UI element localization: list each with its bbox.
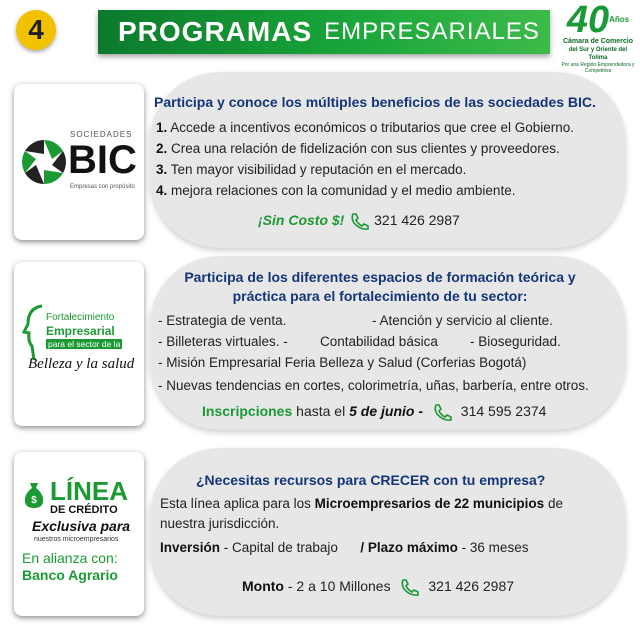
credito-logo-l3: Exclusiva para [32, 518, 131, 534]
bic-item-2: 2. Crea una relación de fidelización con sus clientes y proveedores. [156, 141, 560, 156]
bic-item-1: 1. Accede a incentivos económicos o tributarios que cree el Gobierno. [156, 120, 574, 135]
belleza-heading-line2: práctica para el fortalecimiento de tu sector: [232, 288, 528, 304]
belleza-row1a: - Estrategia de venta. [158, 313, 287, 328]
bic-item-4: 4. mejora relaciones con la comunidad y el medio ambiente. [156, 183, 516, 198]
bic-logo-card [14, 84, 144, 240]
belleza-row2b: Contabilidad básica [320, 334, 438, 349]
section-number-badge: 4 [16, 10, 56, 50]
belleza-logo-card [14, 262, 144, 426]
bic-heading: Participa y conoce los múltiples beneficios de las sociedades BIC. [154, 94, 596, 110]
belleza-phone: 314 595 2374 [460, 403, 547, 419]
svg-text:$: $ [31, 495, 37, 506]
logo-line1: Cámara de Comercio [562, 38, 634, 45]
credito-logo-l6: Banco Agrario [22, 567, 118, 583]
credito-phone: 321 426 2987 [428, 578, 515, 594]
monto-label: Monto [242, 578, 284, 594]
credito-logo-l5: En alianza con: [22, 550, 118, 566]
insc-mid: hasta el [292, 403, 350, 419]
credito-logo-card [14, 452, 144, 616]
phone-icon [427, 402, 457, 422]
money-bag-icon [22, 480, 46, 510]
title-light: EMPRESARIALES [324, 18, 540, 45]
phone-icon [348, 211, 370, 231]
belleza-row1b: - Atención y servicio al cliente. [372, 313, 553, 328]
insc-dash: - [414, 403, 423, 419]
credito-line1: Esta línea aplica para los Microempresarios de 22 municipios de [160, 496, 563, 511]
belleza-row4: - Nuevas tendencias en cortes, colorimetría, uñas, barbería, entre otros. [158, 378, 589, 393]
phone-icon [394, 577, 424, 597]
credito-heading: ¿Necesitas recursos para CRECER con tu empresa? [196, 472, 546, 488]
bic-phone: 321 426 2987 [374, 212, 460, 228]
bic-logo-top: SOCIEDADES [70, 130, 133, 139]
bic-logo-sub: Empresas con propósito [70, 184, 135, 190]
belleza-logo-l3: para el sector de la [48, 339, 121, 349]
belleza-row2c: - Bioseguridad. [470, 334, 561, 349]
bic-item-3: 3. Ten mayor visibilidad y reputación en el mercado. [156, 162, 467, 177]
credito-line2: nuestra jurisdicción. [160, 516, 280, 531]
chamber-logo [560, 2, 636, 72]
credito-monto [242, 576, 514, 597]
credito-terms: Inversión - Capital de trabajo / Plazo máximo - 36 meses [160, 540, 529, 555]
insc-date: 5 de junio [349, 403, 415, 419]
logo-tagline: Por una Región Emprendedora y Competitiva [561, 62, 635, 74]
credito-logo-l2: DE CRÉDITO [50, 504, 118, 516]
belleza-inscription [202, 401, 546, 422]
belleza-logo-l2: Empresarial [46, 324, 115, 338]
belleza-heading [160, 268, 600, 306]
belleza-logo-l1: Fortalecimiento [46, 312, 115, 323]
title-bold: PROGRAMAS [118, 16, 313, 47]
bic-cost: ¡Sin Costo $! [258, 212, 345, 228]
credito-logo-l1: LÍNEA [50, 476, 128, 506]
anniversary-number: $40^{Años}$ [566, 0, 630, 41]
credito-logo-l4: nuestros microempresarios [34, 536, 119, 543]
monto-value: - 2 a 10 Millones [283, 578, 391, 594]
belleza-row2a: - Billeteras virtuales. - [158, 334, 288, 349]
belleza-heading-line1: Participa de los diferentes espacios de formación teórica y [184, 269, 576, 285]
insc-label: Inscripciones [202, 403, 293, 419]
belleza-logo-l4: Belleza y la salud [28, 356, 135, 372]
logo-line2: del Sur y Oriente del Tolima [568, 47, 628, 61]
bic-logo-main: BIC [68, 138, 137, 182]
title-banner [98, 10, 550, 54]
bic-contact [258, 210, 460, 231]
belleza-row3: - Misión Empresarial Feria Belleza y Salud (Corferias Bogotá) [158, 355, 527, 370]
